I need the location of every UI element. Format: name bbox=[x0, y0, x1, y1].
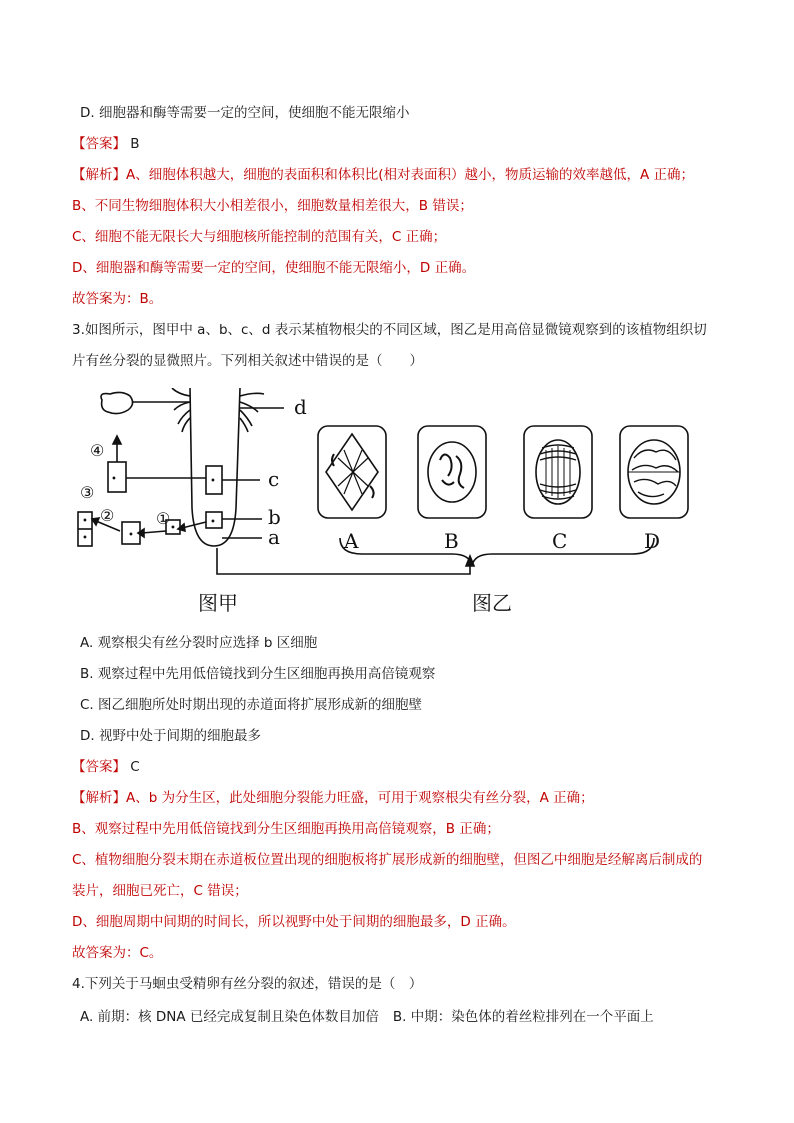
q2-analysis-line: B、不同生物细胞体积大小相差很小，细胞数量相差很大，B 错误； bbox=[72, 198, 473, 214]
caption-right: 图乙 bbox=[472, 591, 512, 615]
q3-analysis-line bbox=[72, 789, 594, 807]
q3-analysis-line: D、细胞周期中间期的时间长，所以视野中处于间期的细胞最多，D 正确。 bbox=[72, 914, 516, 930]
step-1: ① bbox=[156, 509, 171, 528]
q3-option-a: A. 观察根尖有丝分裂时应选择 b 区细胞 bbox=[80, 635, 318, 651]
answer-value: C bbox=[130, 759, 140, 775]
q3-answer bbox=[72, 758, 140, 776]
svg-text:•: • bbox=[128, 530, 134, 541]
label-d: d bbox=[294, 395, 307, 419]
q2-conclusion: 故答案为：B。 bbox=[72, 291, 163, 307]
q3-option-b: B. 观察过程中先用低倍镜找到分生区细胞再换用高倍镜观察 bbox=[80, 666, 436, 682]
q3-conclusion: 故答案为：C。 bbox=[72, 945, 163, 961]
analysis-text: A、细胞体积越大，细胞的表面积和体积比(相对表面积）越小，物质运输的效率越低，A 正确； bbox=[126, 167, 695, 183]
cell-label-c: C bbox=[552, 529, 568, 553]
cell-label-d: D bbox=[644, 529, 661, 553]
micrograph-cell-a bbox=[318, 426, 386, 518]
figure-brace bbox=[340, 538, 654, 566]
q3-stem-line: 片有丝分裂的显微照片。下列相关叙述中错误的是（ ） bbox=[72, 353, 423, 369]
step-2: ② bbox=[100, 506, 115, 525]
q2-analysis-line bbox=[72, 166, 694, 184]
q3-stem-line: 3.如图所示，图甲中 a、b、c、d 表示某植物根尖的不同区域，图乙是用高倍显微镜观察到的该植物组织切 bbox=[72, 322, 707, 338]
answer-value: B bbox=[130, 136, 140, 152]
svg-text:•: • bbox=[210, 517, 216, 528]
q4-option-b: B. 中期：染色体的着丝粒排列在一个平面上 bbox=[392, 1009, 654, 1025]
svg-text:•: • bbox=[82, 516, 88, 527]
svg-text:•: • bbox=[210, 476, 216, 487]
q3-analysis-line: 装片，细胞已死亡，C 错误； bbox=[72, 883, 248, 899]
analysis-tag: 【解析】 bbox=[72, 167, 126, 183]
cell-label-a: A bbox=[344, 529, 359, 553]
q3-analysis-line: B、观察过程中先用低倍镜找到分生区细胞再换用高倍镜观察，B 正确； bbox=[72, 821, 500, 837]
svg-text:•: • bbox=[111, 474, 117, 485]
label-c: c bbox=[268, 467, 280, 491]
step-4: ④ bbox=[90, 441, 105, 460]
label-a: a bbox=[268, 525, 280, 549]
q3-figure bbox=[72, 388, 722, 618]
q3-analysis-line: C、植物细胞分裂末期在赤道板位置出现的细胞板将扩展形成新的细胞壁，但图乙中细胞是经解离后制成的 bbox=[72, 852, 703, 868]
cell-label-b: B bbox=[444, 529, 459, 553]
q3-option-c: C. 图乙细胞所处时期出现的赤道面将扩展形成新的细胞壁 bbox=[80, 697, 423, 713]
caption-left: 图甲 bbox=[198, 591, 238, 615]
analysis-tag: 【解析】 bbox=[72, 790, 126, 806]
root-hair-cell bbox=[101, 392, 133, 413]
answer-tag: 【答案】 bbox=[72, 759, 126, 775]
micrograph-cell-b bbox=[418, 426, 486, 518]
answer-tag: 【答案】 bbox=[72, 136, 126, 152]
q4-options bbox=[80, 1008, 654, 1026]
q4-option-a: A. 前期：核 DNA 已经完成复制且染色体数目加倍 bbox=[80, 1009, 379, 1025]
step-3: ③ bbox=[80, 483, 95, 502]
q2-analysis-line: C、细胞不能无限长大与细胞核所能控制的范围有关，C 正确； bbox=[72, 229, 447, 245]
prev-option-d: D. 细胞器和酶等需要一定的空间，使细胞不能无限缩小 bbox=[80, 105, 410, 121]
q2-answer bbox=[72, 135, 140, 153]
svg-text:•: • bbox=[170, 523, 176, 534]
micrograph-cell-d bbox=[620, 426, 688, 518]
q4-stem: 4.下列关于马蛔虫受精卵有丝分裂的叙述，错误的是（ ） bbox=[72, 976, 423, 992]
q2-analysis-line: D、细胞器和酶等需要一定的空间，使细胞不能无限缩小，D 正确。 bbox=[72, 260, 476, 276]
svg-text:•: • bbox=[82, 533, 88, 544]
analysis-text: A、b 为分生区，此处细胞分裂能力旺盛，可用于观察根尖有丝分裂，A 正确； bbox=[126, 790, 594, 806]
q3-option-d: D. 视野中处于间期的细胞最多 bbox=[80, 728, 261, 744]
label-b: b bbox=[268, 505, 281, 529]
micrograph-cell-c bbox=[524, 426, 592, 518]
